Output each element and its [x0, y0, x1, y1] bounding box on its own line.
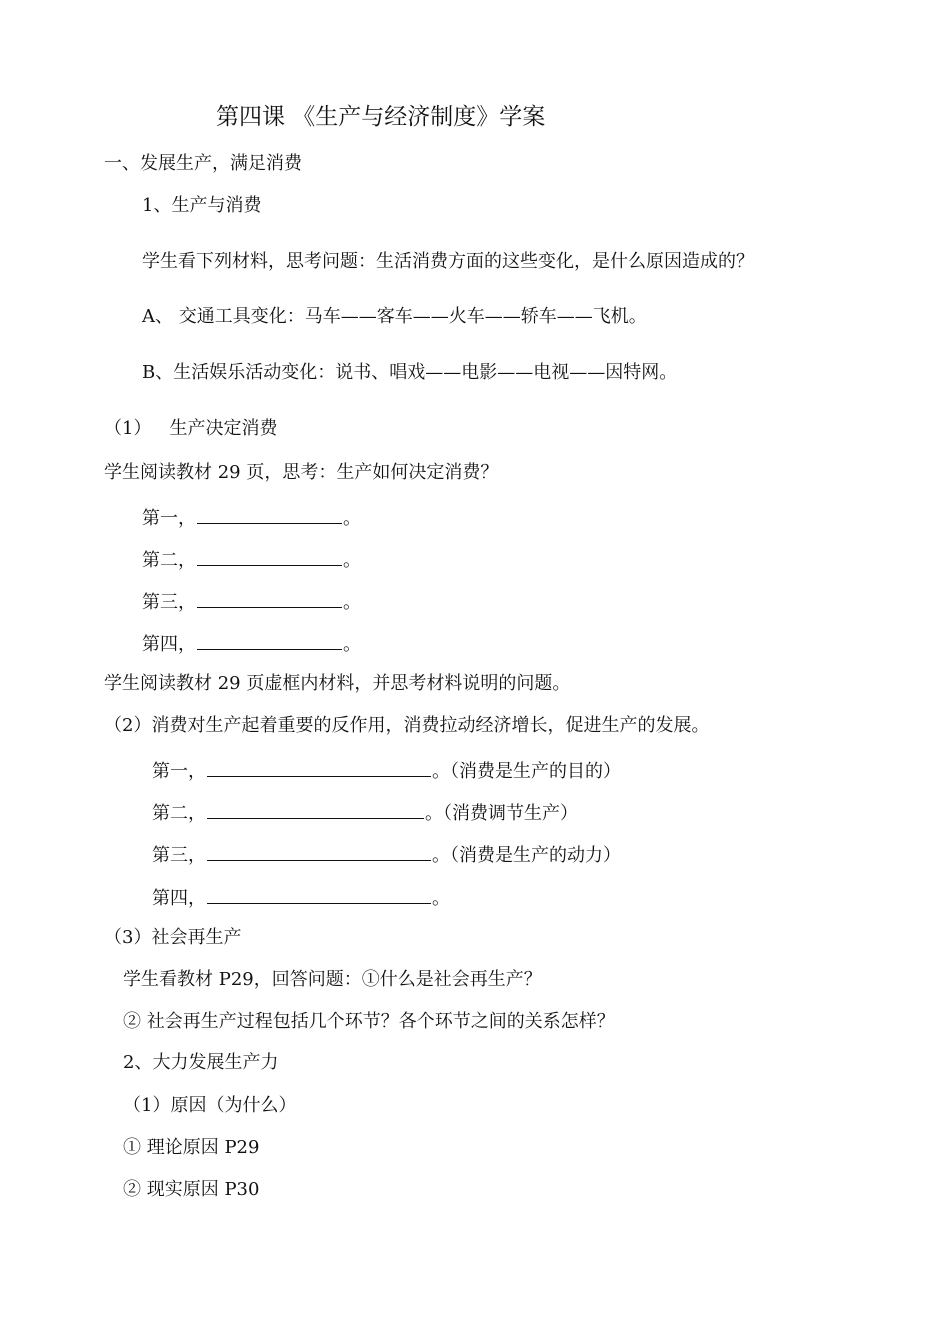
blank-suffix: 。	[343, 634, 361, 655]
reading-prompt-2: 学生阅读教材 29 页虚框内材料，并思考材料说明的问题。	[104, 673, 571, 694]
blank-suffix: 。（消费调节生产）	[425, 803, 578, 824]
blank-label: 第一，	[152, 761, 206, 782]
blank-suffix: 。（消费是生产的动力）	[432, 845, 621, 866]
blank-label: 第三，	[152, 845, 206, 866]
subsection-heading-1-2: 2、大力发展生产力	[123, 1052, 279, 1073]
fill-in-blank-row	[152, 884, 450, 911]
question-2: ② 社会再生产过程包括几个环节？各个环节之间的关系怎样？	[123, 1011, 615, 1032]
point-1-text: 生产决定消费	[169, 418, 278, 439]
reason-item-2: ② 现实原因 P30	[123, 1179, 260, 1200]
answer-blank[interactable]	[197, 588, 342, 608]
reason-item-1: ① 理论原因 P29	[123, 1137, 260, 1158]
fill-in-blank-row	[142, 504, 361, 531]
answer-blank[interactable]	[207, 799, 424, 819]
reason-heading: （1）原因（为什么）	[123, 1095, 297, 1116]
blank-label: 第四，	[142, 634, 196, 655]
material-item-a: A、 交通工具变化：马车——客车——火车——轿车——飞机。	[142, 306, 647, 327]
reading-prompt-1: 学生阅读教材 29 页，思考：生产如何决定消费？	[104, 462, 499, 483]
question-1: 学生看教材 P29，回答问题：①什么是社会再生产？	[123, 969, 542, 990]
blank-suffix: 。（消费是生产的目的）	[432, 761, 621, 782]
blank-label: 第四，	[152, 888, 206, 909]
blank-label: 第一，	[142, 508, 196, 529]
blank-label: 第三，	[142, 592, 196, 613]
blank-label: 第二，	[142, 550, 196, 571]
blank-label: 第二，	[152, 803, 206, 824]
blank-suffix: 。	[343, 508, 361, 529]
fill-in-blank-row	[142, 546, 361, 573]
fill-in-blank-row	[152, 841, 621, 868]
answer-blank[interactable]	[207, 841, 431, 861]
answer-blank[interactable]	[207, 884, 431, 904]
page-title: 第四课 《生产与经济制度》学案	[216, 104, 546, 130]
answer-blank[interactable]	[197, 504, 342, 524]
fill-in-blank-row	[142, 588, 361, 615]
blank-suffix: 。	[343, 592, 361, 613]
blank-suffix: 。	[343, 550, 361, 571]
section-heading-1: 一、发展生产，满足消费	[104, 153, 302, 174]
material-item-b: B、生活娱乐活动变化：说书、唱戏——电影——电视——因特网。	[142, 362, 678, 383]
subsection-heading-1-1: 1、生产与消费	[142, 195, 262, 216]
fill-in-blank-row	[152, 799, 578, 826]
point-1-number: （1）	[104, 418, 152, 439]
material-prompt: 学生看下列材料，思考问题：生活消费方面的这些变化，是什么原因造成的？	[142, 251, 754, 272]
answer-blank[interactable]	[207, 757, 431, 777]
answer-blank[interactable]	[197, 546, 342, 566]
blank-suffix: 。	[432, 888, 450, 909]
point-3-heading: （3）社会再生产	[104, 927, 242, 948]
point-1-heading	[104, 417, 277, 441]
point-2-heading: （2）消费对生产起着重要的反作用，消费拉动经济增长，促进生产的发展。	[104, 715, 710, 736]
answer-blank[interactable]	[197, 630, 342, 650]
fill-in-blank-row	[142, 630, 361, 657]
fill-in-blank-row	[152, 757, 621, 784]
